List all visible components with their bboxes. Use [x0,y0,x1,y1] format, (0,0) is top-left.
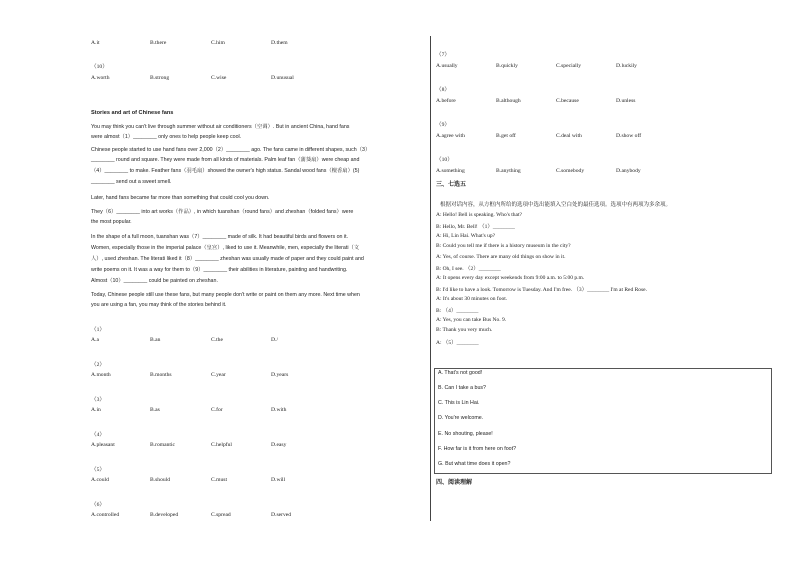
option-b: B.should [150,477,171,483]
option-a: A.something [436,168,465,174]
option-d: D.with [271,407,287,413]
option-c: C.for [211,407,223,413]
option-b: B.quickly [496,63,518,69]
passage-line: you are using a fan, you may think of the stories behind it. [91,302,227,308]
question-number: （10） [436,157,453,163]
passage-line: Today, Chinese people still use these fans, but many people don't write or paint on them any more. Next time when [91,292,360,298]
option-c: C.deal with [556,133,582,139]
passage-line: Almost（10）________ could be painted on zheshan. [91,278,218,284]
option-b: B.romantic [150,442,176,448]
option-d: D./ [271,337,278,343]
question-number: （1） [91,327,105,333]
option-b: B.an [150,337,161,343]
column-divider [430,36,431,521]
question-number: （9） [436,122,450,128]
option-a: A.it [91,40,100,46]
option-c: C.the [211,337,223,343]
option-b: B.although [496,98,521,104]
option-d: D.will [271,477,286,483]
passage-line: were almost（1）________ only ones to help people keep cool. [91,134,242,140]
question-number: （7） [436,52,450,58]
passage-line: the most popular. [91,219,132,225]
option-b: B.as [150,407,160,413]
option-d: D.unusual [271,75,294,81]
dialogue-line: A: Yes, of course. There are many old things on show in it. [436,254,566,260]
option-a: A.month [91,372,111,378]
option-a: A.worth [91,75,110,81]
option-a: A.in [91,407,101,413]
question-number: （2） [91,362,105,368]
option-a: A.could [91,477,109,483]
option-d: D.luckily [616,63,637,69]
passage-line: You may think you can't live through summer without air conditioners（空调）. But in ancient China, hand fans [91,124,350,130]
option-b: B.developed [150,512,179,518]
section-heading: 四、阅读理解 [436,480,473,486]
dialogue-line: B: Thank you very much. [436,327,493,333]
option-d: D.served [271,512,292,518]
passage-line: write poems on it. It was a way for them to（9）________ their abilities in literature, painting and handwriting. [91,267,348,273]
option-b: B.months [150,372,172,378]
dialogue-line: A: Hello! Bell is speaking. Who's that? [436,212,522,218]
dialogue-line: B: Could you tell me if there is a history museum in the city? [436,243,571,249]
option-d: D.years [271,372,289,378]
passage-line: （4）________ to make. Feather fans（羽毛扇）showed the owner's high status. Sandal wood fans（檀香扇）(5) [91,168,360,174]
dialogue-line: A: Hi, Lin Hai. What's up? [436,233,496,239]
option-c: C.because [556,98,579,104]
passage-line: Chinese people started to use hand fans over 2,000（2）________ ago. The fans came in different shapes, such（3） [91,147,371,153]
choice-item: G. But what time does it open? [438,461,511,467]
question-number: （10） [91,64,108,70]
option-d: D.show off [616,133,642,139]
option-c: C.helpful [211,442,232,448]
passage-line: Women, especially those in the imperial palace（皇宫）, liked to use it. Meanwhile, men, especially the literati（文 [91,245,360,251]
section-heading: 三、七选五 [436,182,467,188]
option-c: C.wise [211,75,227,81]
option-c: C.spread [211,512,231,518]
choice-item: F. How far is it from here on foot? [438,446,517,452]
dialogue-line: A: It's about 30 minutes on foot. [436,296,508,302]
dialogue-line: A: It opens every day except weekends from 9:00 a.m. to 5:00 p.m. [436,275,585,281]
choice-item: A. That's not good! [438,370,483,376]
passage-line: ________ send out a sweet smell. [91,179,172,185]
option-a: A.usually [436,63,458,69]
dialogue-line: B: （4）________ [436,308,479,314]
option-a: A.before [436,98,456,104]
option-c: C.somebody [556,168,585,174]
passage-line: ________ round and square. They were made from all kinds of materials. Palm leaf fan（蒲葵扇）were cheap and [91,157,360,163]
option-c: C.must [211,477,228,483]
choice-item: C. This is Lin Hai. [438,400,480,406]
option-a: A.agree with [436,133,465,139]
option-a: A.a [91,337,99,343]
dialogue-line: B: Oh, I see. （2）________ [436,266,501,272]
question-number: （6） [91,502,105,508]
option-c: C.him [211,40,225,46]
dialogue-line: A: （5）________ [436,340,479,346]
option-b: B.strong [150,75,170,81]
option-b: B.there [150,40,167,46]
passage-line: Later, hand fans became far more than something that could cool you down. [91,195,270,201]
option-b: B.get off [496,133,516,139]
passage-line: They（6）________ into art works（作品）, in which tuanshan（round fans）and zheshan（folded fans）were [91,209,354,215]
option-a: A.controlled [91,512,120,518]
question-number: （4） [91,432,105,438]
option-d: D.them [271,40,288,46]
option-d: D.anybody [616,168,641,174]
dialogue-line: B: Hello, Mr. Bell! （1）________ [436,224,515,230]
choice-item: E. No shouting, please! [438,431,493,437]
dialogue-line: A: Yes, you can take Bus No. 9. [436,317,507,323]
question-number: （3） [91,397,105,403]
choices-box [434,368,772,474]
option-c: C.specially [556,63,582,69]
option-b: B.anything [496,168,521,174]
choice-item: B. Can I take a bus? [438,385,486,391]
passage-line: In the shape of a full moon, tuanshan was（7）________ made of silk. It had beautiful birds and flowers on it. [91,234,349,240]
question-number: （5） [91,467,105,473]
question-number: （8） [436,87,450,93]
option-d: D.unless [616,98,636,104]
passage-line: 人）, used zheshan. The literati liked it（8）________ zheshan was usually made of paper and they could paint and [91,256,364,262]
choice-item: D. You're welcome. [438,415,484,421]
section-instruction: 根据对话内容，从方框内所给的选项中选出能填入空白处的最佳选项。选项中有两项为多余项。 [440,202,672,208]
dialogue-line: B: I'd like to have a look. Tomorrow is Tuesday. And I'm free. （3）________ I'm at Red Rose. [436,287,647,293]
passage-title: Stories and art of Chinese fans [91,110,174,116]
option-a: A.pleasant [91,442,115,448]
option-c: C.year [211,372,226,378]
option-d: D.easy [271,442,287,448]
